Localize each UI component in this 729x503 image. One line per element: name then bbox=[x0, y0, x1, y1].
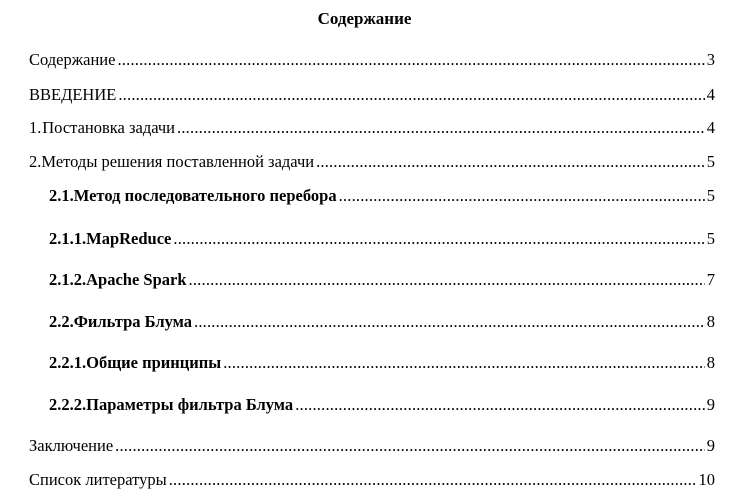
toc-entry-page: 10 bbox=[698, 470, 715, 489]
toc-entry-page: 8 bbox=[706, 312, 715, 331]
toc-entry-introduction[interactable] bbox=[29, 85, 715, 105]
dot-leader bbox=[223, 353, 705, 373]
toc-entry-page: 5 bbox=[706, 152, 715, 171]
toc-entry-number: 2. bbox=[29, 152, 42, 171]
toc-entry-number: 1. bbox=[29, 118, 42, 137]
toc-entry-label: Фильтра Блума bbox=[73, 312, 192, 331]
toc-entry-references[interactable] bbox=[29, 470, 715, 490]
toc-entry-2-1-2[interactable] bbox=[49, 270, 715, 290]
toc-entry-page: 4 bbox=[706, 118, 715, 137]
toc-entry-number: 2.1. bbox=[49, 186, 74, 205]
toc-entry-page: 7 bbox=[706, 270, 715, 289]
toc-entry-label: Методы решения поставленной задачи bbox=[41, 152, 315, 171]
toc-entry-2-1-1[interactable] bbox=[49, 229, 715, 249]
dot-leader bbox=[194, 312, 705, 332]
toc-entry-2-2-1[interactable] bbox=[49, 353, 715, 373]
toc-title: Содержание bbox=[317, 9, 412, 28]
toc-entry-conclusion[interactable] bbox=[29, 436, 715, 456]
toc-entry-number: 2.2.2. bbox=[49, 395, 87, 414]
toc-entry-contents[interactable] bbox=[29, 50, 715, 70]
toc-entry-number: 2.2. bbox=[49, 312, 74, 331]
toc-entry-label: MapReduce bbox=[86, 229, 172, 248]
toc-entry-2[interactable] bbox=[29, 152, 715, 172]
toc-entry-page: 5 bbox=[706, 186, 715, 205]
dot-leader bbox=[295, 395, 705, 415]
dot-leader bbox=[117, 50, 704, 70]
toc-entry-label: Общие принципы bbox=[86, 353, 222, 372]
dot-leader bbox=[189, 270, 705, 290]
toc-entry-label: Параметры фильтра Блума bbox=[86, 395, 294, 414]
toc-entry-page: 3 bbox=[706, 50, 715, 69]
dot-leader bbox=[118, 85, 704, 105]
dot-leader bbox=[177, 118, 705, 138]
toc-entry-number: 2.1.1. bbox=[49, 229, 87, 248]
toc-entry-number: 2.2.1. bbox=[49, 353, 87, 372]
dot-leader bbox=[173, 229, 704, 249]
toc-entry-label: Постановка задачи bbox=[42, 118, 176, 137]
toc-entry-label: Apache Spark bbox=[86, 270, 187, 289]
dot-leader bbox=[339, 186, 705, 206]
dot-leader bbox=[316, 152, 705, 172]
toc-entry-number: 2.1.2. bbox=[49, 270, 87, 289]
toc-entry-2-1[interactable] bbox=[49, 186, 715, 206]
toc-entry-label: Метод последовательного перебора bbox=[73, 186, 337, 205]
toc-entry-label: Список литературы bbox=[29, 470, 167, 489]
toc-entry-1[interactable] bbox=[29, 118, 715, 138]
toc-entry-page: 9 bbox=[706, 436, 715, 455]
toc-entry-2-2[interactable] bbox=[49, 312, 715, 332]
toc-entry-page: 4 bbox=[706, 85, 715, 104]
toc-entry-label: ВВЕДЕНИЕ bbox=[29, 85, 117, 104]
toc-entry-page: 5 bbox=[706, 229, 715, 248]
toc-entry-label: Заключение bbox=[29, 436, 114, 455]
dot-leader bbox=[169, 470, 697, 490]
toc-entry-2-2-2[interactable] bbox=[49, 395, 715, 415]
toc-entry-label: Содержание bbox=[29, 50, 116, 69]
toc-entry-page: 9 bbox=[706, 395, 715, 414]
toc-entry-page: 8 bbox=[706, 353, 715, 372]
dot-leader bbox=[115, 436, 705, 456]
